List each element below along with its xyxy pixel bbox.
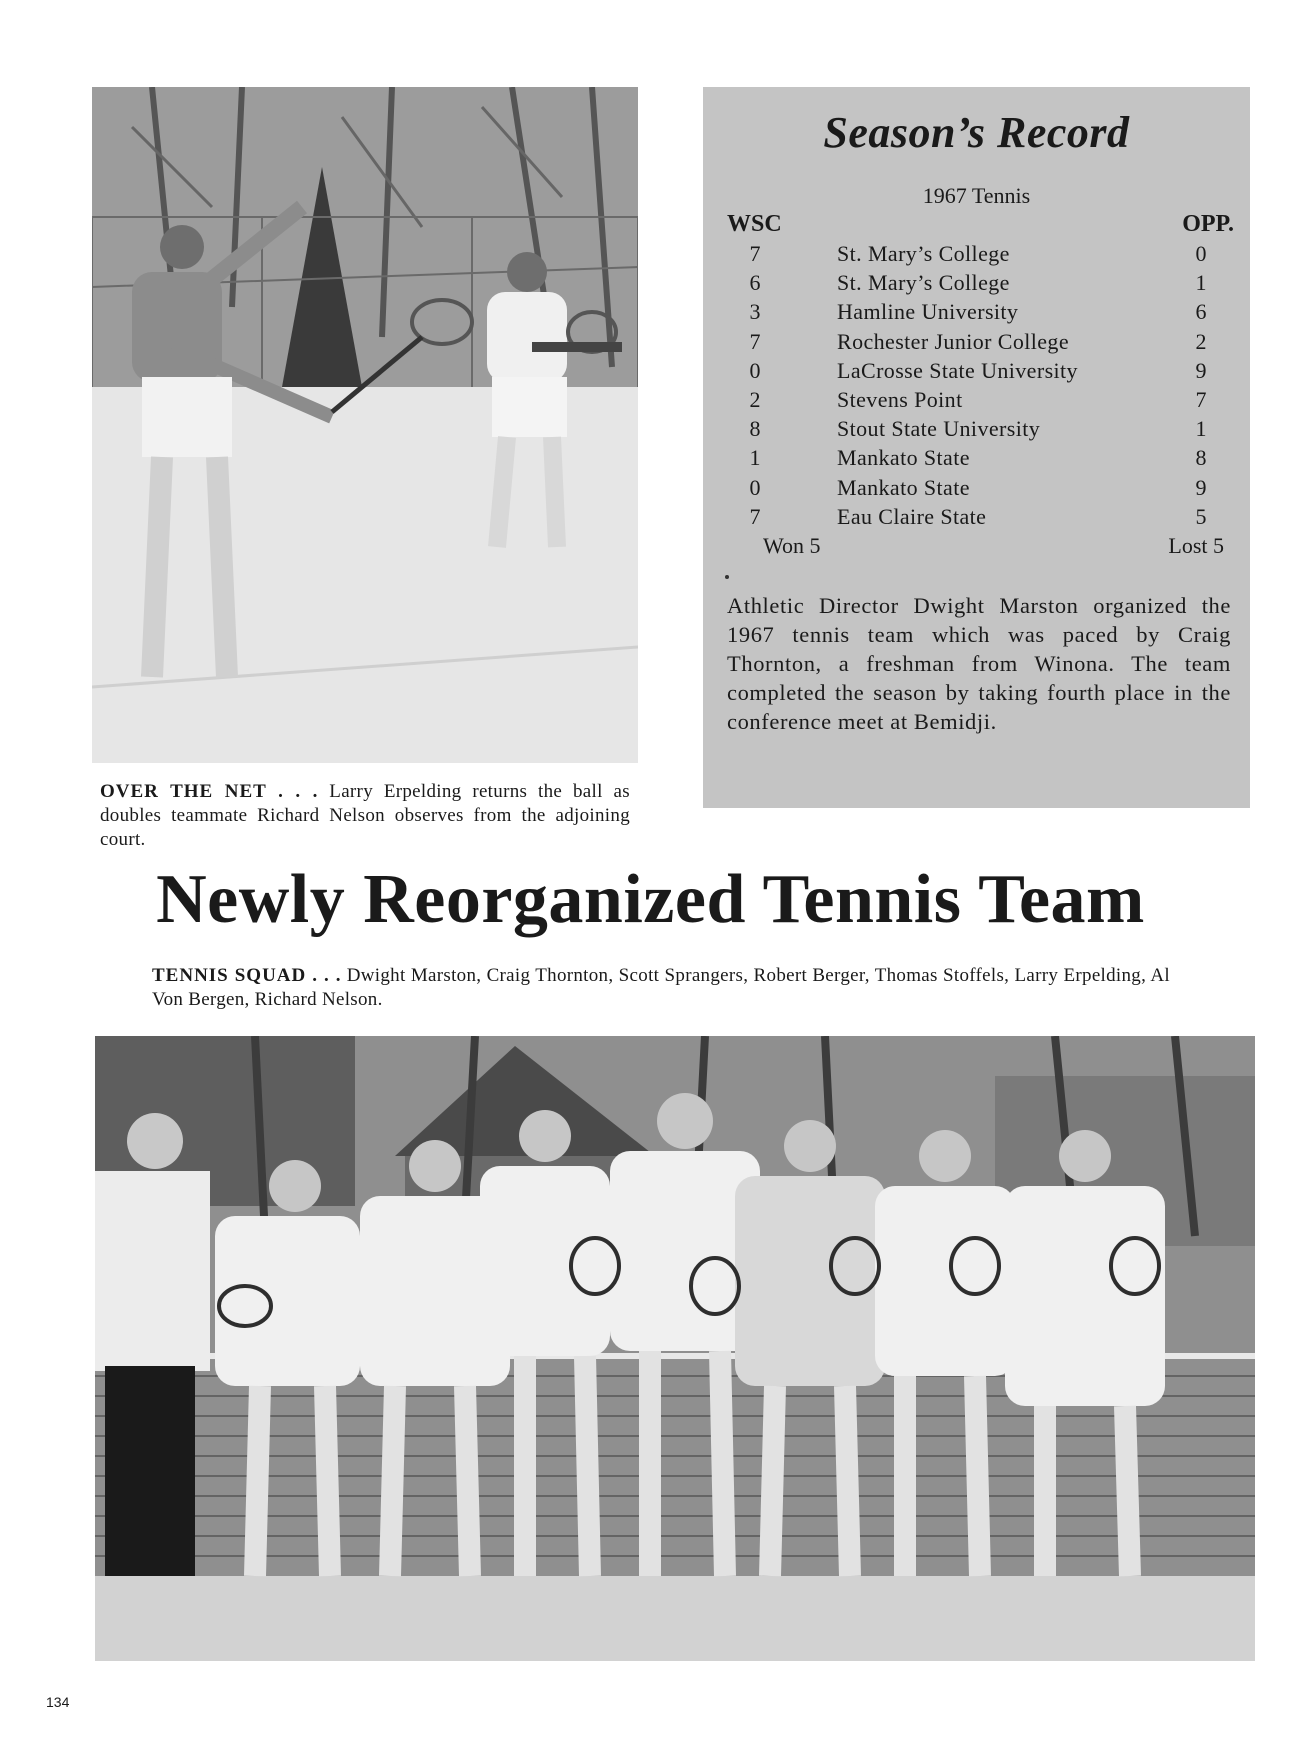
opp-score: 5 <box>1195 503 1207 529</box>
wsc-score: 0 <box>749 357 761 383</box>
opp-score: 7 <box>1195 386 1207 412</box>
record-row <box>703 414 1250 443</box>
action-photo-caption <box>100 780 630 852</box>
opp-score: 6 <box>1195 299 1207 325</box>
record-row <box>703 268 1250 297</box>
opp-score: 8 <box>1195 445 1207 471</box>
record-table <box>703 239 1250 531</box>
opponent-name: Stevens Point <box>837 386 963 412</box>
opponent-name: Rochester Junior College <box>837 328 1069 354</box>
record-subtitle: 1967 Tennis <box>922 183 1031 208</box>
won-total: Won 5 <box>763 533 821 558</box>
wsc-score: 1 <box>749 445 761 471</box>
caption-lead: OVER THE NET . . . <box>100 781 319 802</box>
record-row <box>703 239 1250 268</box>
opponent-name: Stout State University <box>837 416 1041 442</box>
record-row <box>703 473 1250 502</box>
opp-column-header: OPP. <box>1182 211 1234 237</box>
wsc-score: 7 <box>749 503 761 529</box>
season-record-box <box>703 87 1250 808</box>
tennis-action-photo <box>92 87 638 763</box>
wsc-score: 0 <box>749 474 761 500</box>
tennis-squad-photo <box>95 1036 1255 1661</box>
wsc-score: 2 <box>749 386 761 412</box>
caption-text: Larry Erpelding returns the ball as doubles teammate Richard Nelson observes from the adjoining court. <box>100 781 630 850</box>
opponent-name: LaCrosse State University <box>837 357 1078 383</box>
tennis-action-illustration <box>92 87 638 763</box>
squad-photo-caption <box>152 964 1170 1012</box>
record-row <box>703 385 1250 414</box>
record-row <box>703 356 1250 385</box>
opponent-name: Mankato State <box>837 474 970 500</box>
opponent-name: Hamline University <box>837 299 1019 325</box>
opp-score: 9 <box>1195 357 1207 383</box>
opp-score: 2 <box>1195 328 1207 354</box>
opponent-name: Mankato State <box>837 445 970 471</box>
caption-text: Dwight Marston, Craig Thornton, Scott Sprangers, Robert Berger, Thomas Stoffels, Larry Erpelding, Al Von Bergen, Richard Nelson. <box>152 965 1170 1010</box>
record-title: Season’s Record <box>823 108 1130 157</box>
wsc-score: 8 <box>749 416 761 442</box>
opponent-name: St. Mary’s College <box>837 241 1010 266</box>
opponent-name: Eau Claire State <box>837 503 987 529</box>
opp-score: 0 <box>1195 241 1207 266</box>
bullet-dot <box>725 575 729 579</box>
record-row <box>703 502 1250 531</box>
opp-score: 9 <box>1195 474 1207 500</box>
wsc-column-header: WSC <box>727 211 782 237</box>
tennis-squad-illustration <box>95 1036 1255 1661</box>
page-number: 134 <box>46 1694 70 1710</box>
wsc-score: 3 <box>749 299 761 325</box>
page-headline: Newly Reorganized Tennis Team <box>156 861 1145 938</box>
caption-lead: TENNIS SQUAD . . . <box>152 965 342 986</box>
record-row <box>703 443 1250 472</box>
opponent-name: St. Mary’s College <box>837 270 1010 296</box>
lost-total: Lost 5 <box>1168 533 1224 558</box>
record-row <box>703 327 1250 356</box>
opp-score: 1 <box>1195 270 1207 296</box>
wsc-score: 7 <box>749 328 761 354</box>
wsc-score: 6 <box>749 270 761 296</box>
record-row <box>703 297 1250 326</box>
record-summary-text: Athletic Director Dwight Marston organized the 1967 tennis team which was paced by Craig Thornton, a freshman from Winona. The team completed the season by taking fourth place in the conference meet at Bemidji. <box>727 593 1231 734</box>
opp-score: 1 <box>1195 416 1207 442</box>
wsc-score: 7 <box>749 241 761 266</box>
